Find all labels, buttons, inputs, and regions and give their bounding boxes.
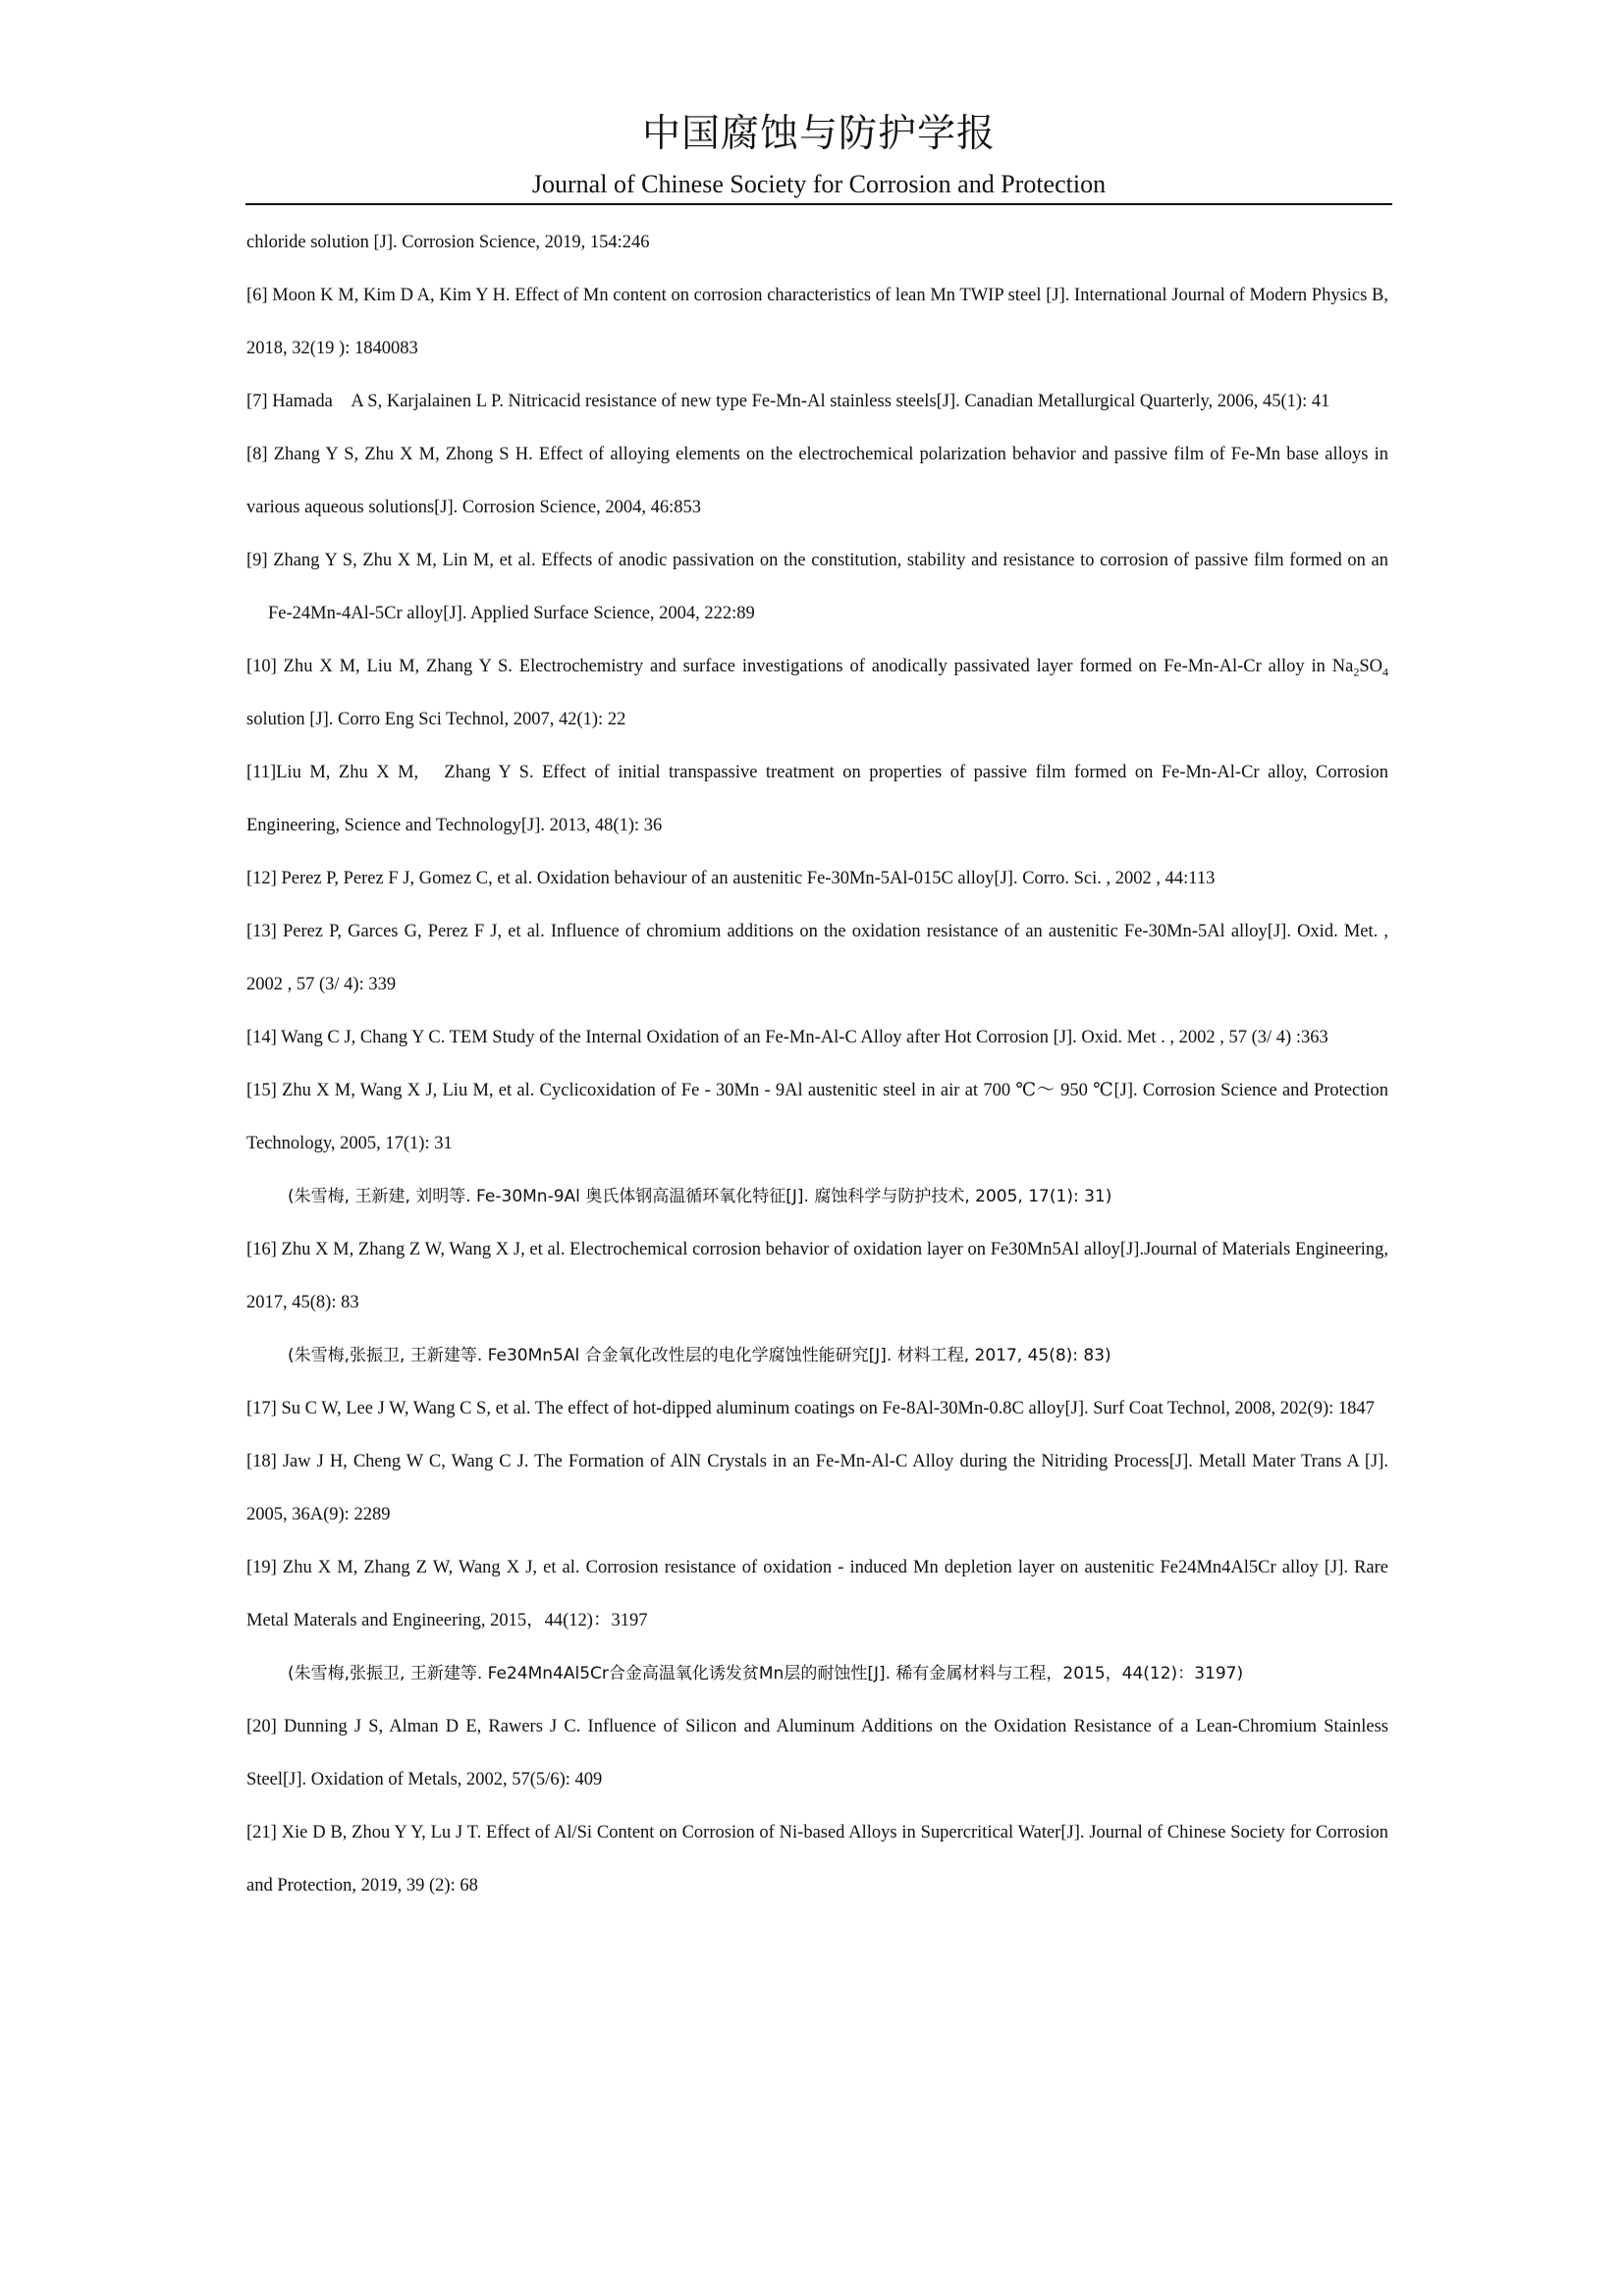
reference-list [246,216,1388,1912]
subscript: 2 [1353,665,1360,679]
reference-item: [6] Moon K M, Kim D A, Kim Y H. Effect of Mn content on corrosion characteristics of lean Mn TWIP steel [J]. International Journal of Modern Physics B, 2018, 32(19 ): 1840083 [246,286,1388,358]
reference-item: [12] Perez P, Perez F J, Gomez C, et al. Oxidation behaviour of an austenitic Fe-30Mn-5Al-015C alloy[J]. Corro. Sci. , 2002 , 44:113 [246,869,1216,888]
reference-translation: (朱雪梅,张振卫, 王新建等. Fe30Mn5Al 合金氧化改性层的电化学腐蚀性能研究[J]. 材料工程, 2017, 45(8): 83) [288,1346,1111,1365]
reference-item: [14] Wang C J, Chang Y C. TEM Study of the Internal Oxidation of an Fe-Mn-Al-C Alloy after Hot Corrosion [J]. Oxid. Met . , 2002 , 57 (3/ 4) :363 [246,1028,1328,1047]
reference-text: solution [J]. Corro Eng Sci Technol, 2007, 42(1): 22 [246,710,626,729]
journal-title-english: Journal of Chinese Society for Corrosion and Protection [531,170,1107,198]
subscript: 4 [1382,665,1388,679]
journal-header [245,110,1392,200]
reference-item: [9] Zhang Y S, Zhu X M, Lin M, et al. Effects of anodic passivation on the constitution, stability and resistance to corrosion of passive film formed on an Fe-24Mn-4Al-5Cr alloy[J]. Applied Surface Science, 2004, 222:89 [246,551,1388,623]
reference-item: [11]Liu M, Zhu X M, Zhang Y S. Effect of initial transpassive treatment on properties of passive film formed on Fe-Mn-Al-Cr alloy, Corrosion Engineering, Science and Technology[J]. 2013, 48(1): 36 [246,763,1388,835]
reference-item: chloride solution [J]. Corrosion Science, 2019, 154:246 [246,233,650,252]
reference-text: SO [1359,657,1382,676]
reference-item: [16] Zhu X M, Zhang Z W, Wang X J, et al. Electrochemical corrosion behavior of oxidation layer on Fe30Mn5Al alloy[J].Journal of Materials Engineering, 2017, 45(8): 83 [246,1240,1388,1312]
reference-translation: (朱雪梅,张振卫, 王新建等. Fe24Mn4Al5Cr合金高温氧化诱发贫Mn层的耐蚀性[J]. 稀有金属材料与工程，2015，44(12)：3197) [288,1664,1244,1683]
reference-item: [15] Zhu X M, Wang X J, Liu M, et al. Cyclicoxidation of Fe - 30Mn - 9Al austenitic steel in air at 700 ℃～ 950 ℃[J]. Corrosion Science and Protection Technology, 2005, 17(1): 31 [246,1081,1388,1153]
reference-item: [7] Hamada A S, Karjalainen L P. Nitricacid resistance of new type Fe-Mn-Al stainless steels[J]. Canadian Metallurgical Quarterly, 2006, 45(1): 41 [246,392,1330,411]
reference-item: [17] Su C W, Lee J W, Wang C S, et al. The effect of hot-dipped aluminum coatings on Fe-8Al-30Mn-0.8C alloy[J]. Surf Coat Technol, 2008, 202(9): 1847 [246,1399,1375,1418]
reference-item: [8] Zhang Y S, Zhu X M, Zhong S H. Effect of alloying elements on the electrochemical polarization behavior and passive film of Fe-Mn base alloys in various aqueous solutions[J]. Corrosion Science, 2004, 46:853 [246,445,1388,517]
reference-item: [20] Dunning J S, Alman D E, Rawers J C. Influence of Silicon and Aluminum Additions on the Oxidation Resistance of a Lean-Chromium Stainless Steel[J]. Oxidation of Metals, 2002, 57(5/6): 409 [246,1717,1388,1789]
reference-text: [10] Zhu X M, Liu M, Zhang Y S. Electrochemistry and surface investigations of anodically passivated layer formed on Fe-Mn-Al-Cr alloy in Na [246,657,1354,676]
header-divider [245,203,1392,205]
reference-translation: (朱雪梅, 王新建, 刘明等. Fe-30Mn-9Al 奥氏体钢高温循环氧化特征[J]. 腐蚀科学与防护技术, 2005, 17(1): 31) [288,1187,1112,1206]
reference-item: [19] Zhu X M, Zhang Z W, Wang X J, et al. Corrosion resistance of oxidation - induced Mn depletion layer on austenitic Fe24Mn4Al5Cr alloy [J]. Rare Metal Materals and Engineering, 2015，44(12)：3197 [246,1558,1388,1630]
reference-item: [13] Perez P, Garces G, Perez F J, et al. Influence of chromium additions on the oxidation resistance of an austenitic Fe-30Mn-5Al alloy[J]. Oxid. Met. , 2002 , 57 (3/ 4): 339 [246,922,1388,994]
reference-item: [18] Jaw J H, Cheng W C, Wang C J. The Formation of AlN Crystals in an Fe-Mn-Al-C Alloy during the Nitriding Process[J]. Metall Mater Trans A [J]. 2005, 36A(9): 2289 [246,1452,1388,1524]
reference-item [246,640,1388,746]
journal-title-chinese: 中国腐蚀与防护学报 [641,112,996,156]
reference-item: [21] Xie D B, Zhou Y Y, Lu J T. Effect of Al/Si Content on Corrosion of Ni-based Alloys in Supercritical Water[J]. Journal of Chinese Society for Corrosion and Protection, 2019, 39 (2): 68 [246,1823,1388,1896]
